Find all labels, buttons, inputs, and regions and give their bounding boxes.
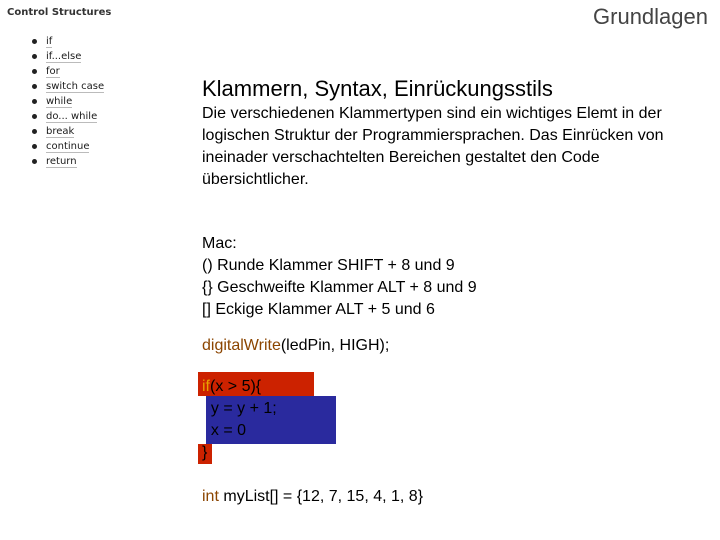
code-args: (ledPin, HIGH); [280,337,390,354]
description-text: Die verschiedenen Klammertypen sind ein wichtiges Elemt in der logischen Struktur der Programmiersprachen. Das Einrücken von ineinader verschachtelten Bereichen gestaltet den Code übersichtlicher. [202,105,664,188]
code-if-block [202,376,277,464]
sidebar-item-label[interactable]: for [46,66,60,77]
sidebar-nav [32,34,104,169]
sidebar-item-label[interactable]: switch case [46,81,105,92]
sidebar-item-if-else[interactable] [32,49,104,64]
code-if-condition: (x > 5){ [210,378,262,395]
sidebar-item-label[interactable]: do... while [46,111,98,122]
mac-title: Mac: [202,235,237,252]
sidebar-item-while[interactable] [32,94,104,109]
code-if-close: } [202,444,208,461]
sidebar-item-switch-case[interactable] [32,79,104,94]
code-if-keyword: if [202,378,210,395]
sidebar-item-label[interactable]: continue [46,141,90,152]
sidebar-item-break[interactable] [32,124,104,139]
sidebar-item-do-while[interactable] [32,109,104,124]
shortcut-line: {} Geschweifte Klammer ALT + 8 und 9 [202,279,477,296]
code-function-name: digitalWrite [202,337,281,354]
sidebar-item-for[interactable] [32,64,104,79]
sidebar-item-if[interactable] [32,34,104,49]
shortcut-line: [] Eckige Klammer ALT + 5 und 6 [202,301,435,318]
shortcut-line: () Runde Klammer SHIFT + 8 und 9 [202,257,455,274]
sidebar-item-continue[interactable] [32,139,104,154]
sidebar-item-label[interactable]: while [46,96,73,107]
code-array-rest: myList[] = {12, 7, 15, 4, 1, 8} [223,488,424,505]
sidebar-title: Control Structures [7,7,112,18]
code-if-body-line: y = y + 1; [202,400,277,417]
sidebar-item-label[interactable]: return [46,156,77,167]
code-digitalwrite [202,335,389,357]
code-type-keyword: int [202,488,219,505]
code-array-declaration [202,486,423,508]
section-title: Grundlagen [593,4,708,29]
mac-shortcuts [202,233,702,321]
code-if-line [202,376,277,398]
code-if-body-line: x = 0 [202,422,247,439]
slide-heading: Klammern, Syntax, Einrückungsstils [202,76,553,101]
sidebar-item-label[interactable]: if [46,36,53,47]
sidebar-item-label[interactable]: break [46,126,75,137]
sidebar-item-label[interactable]: if...else [46,51,82,62]
sidebar-item-return[interactable] [32,154,104,169]
